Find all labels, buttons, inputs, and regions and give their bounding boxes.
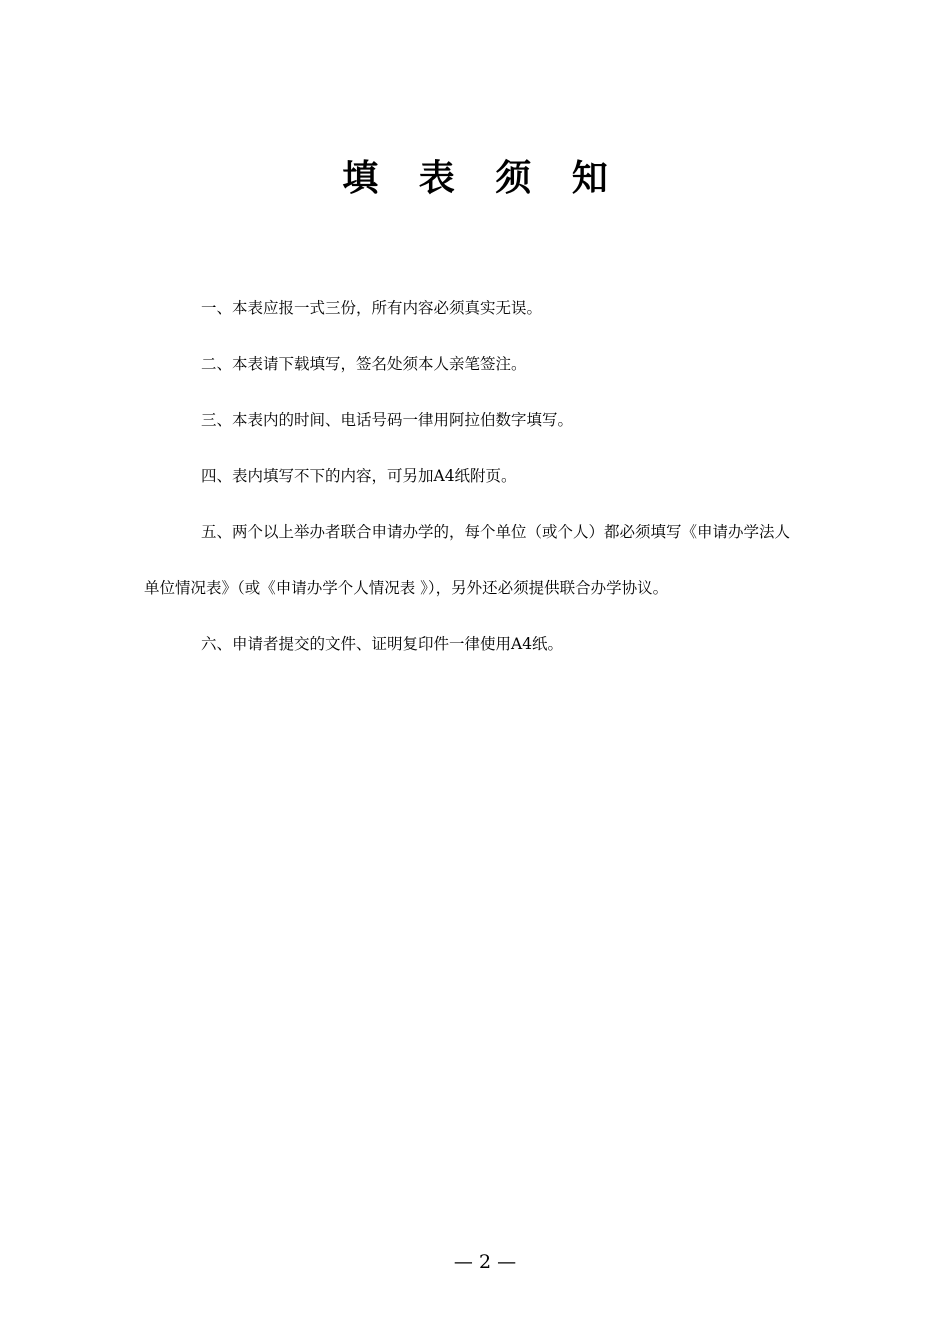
instruction-item-2: 二、本表请下载填写，签名处须本人亲笔签注。 — [201, 355, 527, 373]
page-number: — 2 — — [453, 1251, 517, 1273]
instruction-item-5 — [144, 504, 810, 616]
instruction-item-6: 六、申请者提交的文件、证明复印件一律使用A4纸。 — [201, 635, 564, 653]
instruction-item-3: 三、本表内的时间、电话号码一律用阿拉伯数字填写。 — [201, 411, 574, 429]
instruction-item-5-line-1: 五、两个以上举办者联合申请办学的，每个单位（或个人）都必须填写《申请办学法人 — [201, 523, 791, 541]
page-title: 填 表 须 知 — [342, 158, 622, 199]
instruction-item-1: 一、本表应报一式三份，所有内容必须真实无误。 — [201, 299, 543, 317]
instructions-list — [144, 280, 810, 672]
instruction-item-4: 四、表内填写不下的内容，可另加A4纸附页。 — [201, 467, 517, 485]
instruction-item-5-line-2: 单位情况表》（或《申请办学个人情况表 》），另外还必须提供联合办学协议。 — [144, 579, 669, 597]
